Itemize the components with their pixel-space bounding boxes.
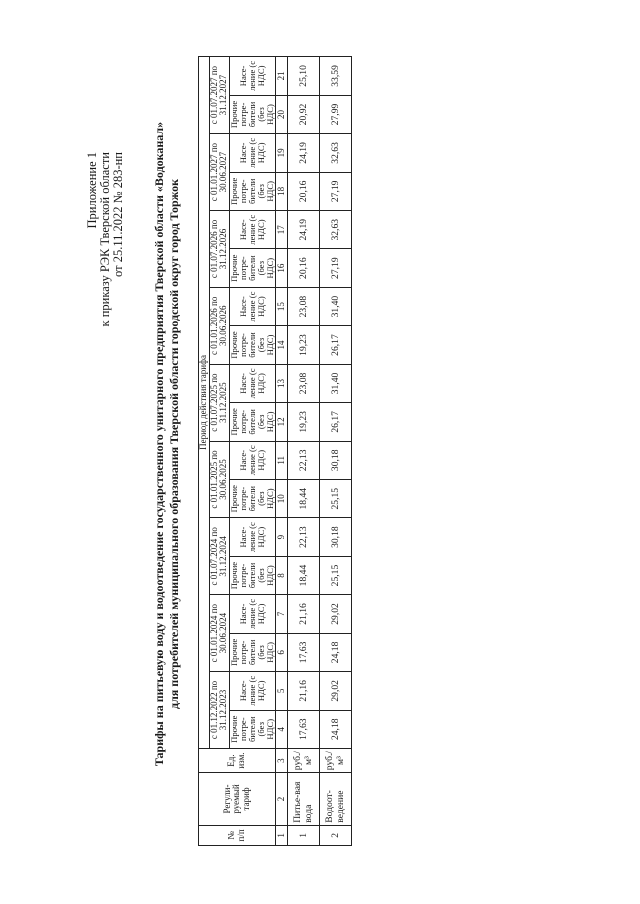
tariff-value: 29,02: [319, 672, 351, 710]
tariff-value: 33,59: [319, 57, 351, 96]
subheader-other: Прочие потре-бители (без НДС): [229, 556, 275, 594]
column-number: 18: [275, 172, 287, 210]
header-tariff: Регули-руемый тариф: [199, 773, 276, 826]
subheader-other: Прочие потре-бители (без НДС): [229, 710, 275, 748]
column-number: 20: [275, 95, 287, 133]
column-number: 1: [275, 825, 287, 845]
table-row: [287, 57, 319, 846]
subheader-population: Насе-ление (с НДС): [229, 441, 275, 479]
tariff-value: 32,63: [319, 211, 351, 249]
column-number: 13: [275, 364, 287, 402]
column-number: 16: [275, 249, 287, 287]
column-number: 4: [275, 710, 287, 748]
period-header: с 01.12.2022 по 31.12.2023: [209, 672, 229, 749]
tariff-value: 27,19: [319, 172, 351, 210]
row-unit: руб./м³: [319, 748, 351, 772]
column-number: 12: [275, 403, 287, 441]
tariff-value: 30,18: [319, 518, 351, 556]
tariff-value: 24,19: [287, 134, 319, 172]
subheader-other: Прочие потре-бители (без НДС): [229, 95, 275, 133]
tariff-value: 25,15: [319, 479, 351, 517]
table-row: [319, 57, 351, 846]
column-number: 9: [275, 518, 287, 556]
appendix-block: [86, 152, 125, 326]
period-row: [209, 57, 229, 846]
column-number: 19: [275, 134, 287, 172]
tariff-value: 27,19: [319, 249, 351, 287]
subheader-population: Насе-ление (с НДС): [229, 134, 275, 172]
tariff-value: 24,18: [319, 633, 351, 671]
tariff-value: 20,16: [287, 249, 319, 287]
tariff-value: 18,44: [287, 556, 319, 594]
header-unit: Ед. изм.: [199, 748, 276, 772]
subheader-other: Прочие потре-бители (без НДС): [229, 326, 275, 364]
column-number: 14: [275, 326, 287, 364]
subheader-population: Насе-ление (с НДС): [229, 211, 275, 249]
column-number: 21: [275, 57, 287, 96]
appendix-line-3: от 25.11.2022 № 283-нп: [111, 152, 125, 277]
tariff-value: 19,23: [287, 403, 319, 441]
subheader-population: Насе-ление (с НДС): [229, 57, 275, 96]
subheader-population: Насе-ление (с НДС): [229, 595, 275, 633]
subheader-population: Насе-ление (с НДС): [229, 287, 275, 325]
subheader-row: [229, 57, 275, 846]
tariff-value: 31,40: [319, 364, 351, 402]
document-title: [152, 74, 182, 814]
column-number: 8: [275, 556, 287, 594]
subheader-other: Прочие потре-бители (без НДС): [229, 633, 275, 671]
column-number: 5: [275, 672, 287, 710]
column-number: 7: [275, 595, 287, 633]
period-header: с 01.01.2026 по 30.06.2026: [209, 287, 229, 364]
row-tariff-name: Водоот-ведение: [319, 773, 351, 826]
tariff-value: 21,16: [287, 595, 319, 633]
column-number: 11: [275, 441, 287, 479]
subheader-other: Прочие потре-бители (без НДС): [229, 172, 275, 210]
tariff-value: 18,44: [287, 479, 319, 517]
subheader-population: Насе-ление (с НДС): [229, 518, 275, 556]
tariff-value: 32,63: [319, 134, 351, 172]
tariff-value: 17,63: [287, 710, 319, 748]
tariff-value: 29,02: [319, 595, 351, 633]
column-number: 6: [275, 633, 287, 671]
tariff-value: 27,99: [319, 95, 351, 133]
period-header: с 01.01.2027 по 30.06.2027: [209, 134, 229, 211]
period-header: с 01.07.2027 по 31.12.2027: [209, 57, 229, 134]
row-tariff-name: Питье-вая вода: [287, 773, 319, 826]
column-number: 15: [275, 287, 287, 325]
column-number: 17: [275, 211, 287, 249]
subheader-population: Насе-ление (с НДС): [229, 364, 275, 402]
row-unit: руб./м³: [287, 748, 319, 772]
tariff-value: 31,40: [319, 287, 351, 325]
period-header: с 01.01.2025 по 30.06.2025: [209, 441, 229, 518]
subheader-population: Насе-ление (с НДС): [229, 672, 275, 710]
tariff-value: 30,18: [319, 441, 351, 479]
period-header: с 01.07.2025 по 31.12.2025: [209, 364, 229, 441]
subheader-other: Прочие потре-бители (без НДС): [229, 249, 275, 287]
tariff-value: 24,19: [287, 211, 319, 249]
appendix-line-1: Приложение 1: [85, 152, 99, 229]
tariff-value: 20,92: [287, 95, 319, 133]
appendix-line-2: к приказу РЭК Тверской области: [98, 152, 112, 327]
title-line-1: Тарифы на питьевую воду и водоотведение государственного унитарного предприятия Тверской области «Водоканал»: [152, 121, 166, 767]
header-period: Период действия тарифа: [199, 57, 210, 749]
tariff-value: 26,17: [319, 326, 351, 364]
period-header: с 01.01.2024 по 30.06.2024: [209, 595, 229, 672]
column-number: 10: [275, 479, 287, 517]
tariff-table: [198, 56, 352, 846]
tariff-value: 24,18: [319, 710, 351, 748]
tariff-value: 22,13: [287, 441, 319, 479]
column-number: 2: [275, 773, 287, 826]
tariff-value: 17,63: [287, 633, 319, 671]
tariff-value: 21,16: [287, 672, 319, 710]
header-num: № п/п: [199, 825, 276, 845]
table-body: [287, 57, 351, 846]
tariff-value: 25,15: [319, 556, 351, 594]
subheader-other: Прочие потре-бители (без НДС): [229, 479, 275, 517]
tariff-value: 23,08: [287, 287, 319, 325]
period-header: с 01.07.2024 по 31.12.2024: [209, 518, 229, 595]
period-header: с 01.07.2026 по 31.12.2026: [209, 211, 229, 288]
column-number: 3: [275, 748, 287, 772]
tariff-value: 26,17: [319, 403, 351, 441]
tariff-value: 19,23: [287, 326, 319, 364]
tariff-value: 25,10: [287, 57, 319, 96]
tariff-value: 20,16: [287, 172, 319, 210]
row-number: 1: [287, 825, 319, 845]
subheader-other: Прочие потре-бители (без НДС): [229, 403, 275, 441]
tariff-value: 22,13: [287, 518, 319, 556]
column-number-row: [275, 57, 287, 846]
title-line-2: для потребителей муниципального образования Тверской области городской округ город Торжок: [167, 179, 181, 709]
row-number: 2: [319, 825, 351, 845]
tariff-value: 23,08: [287, 364, 319, 402]
